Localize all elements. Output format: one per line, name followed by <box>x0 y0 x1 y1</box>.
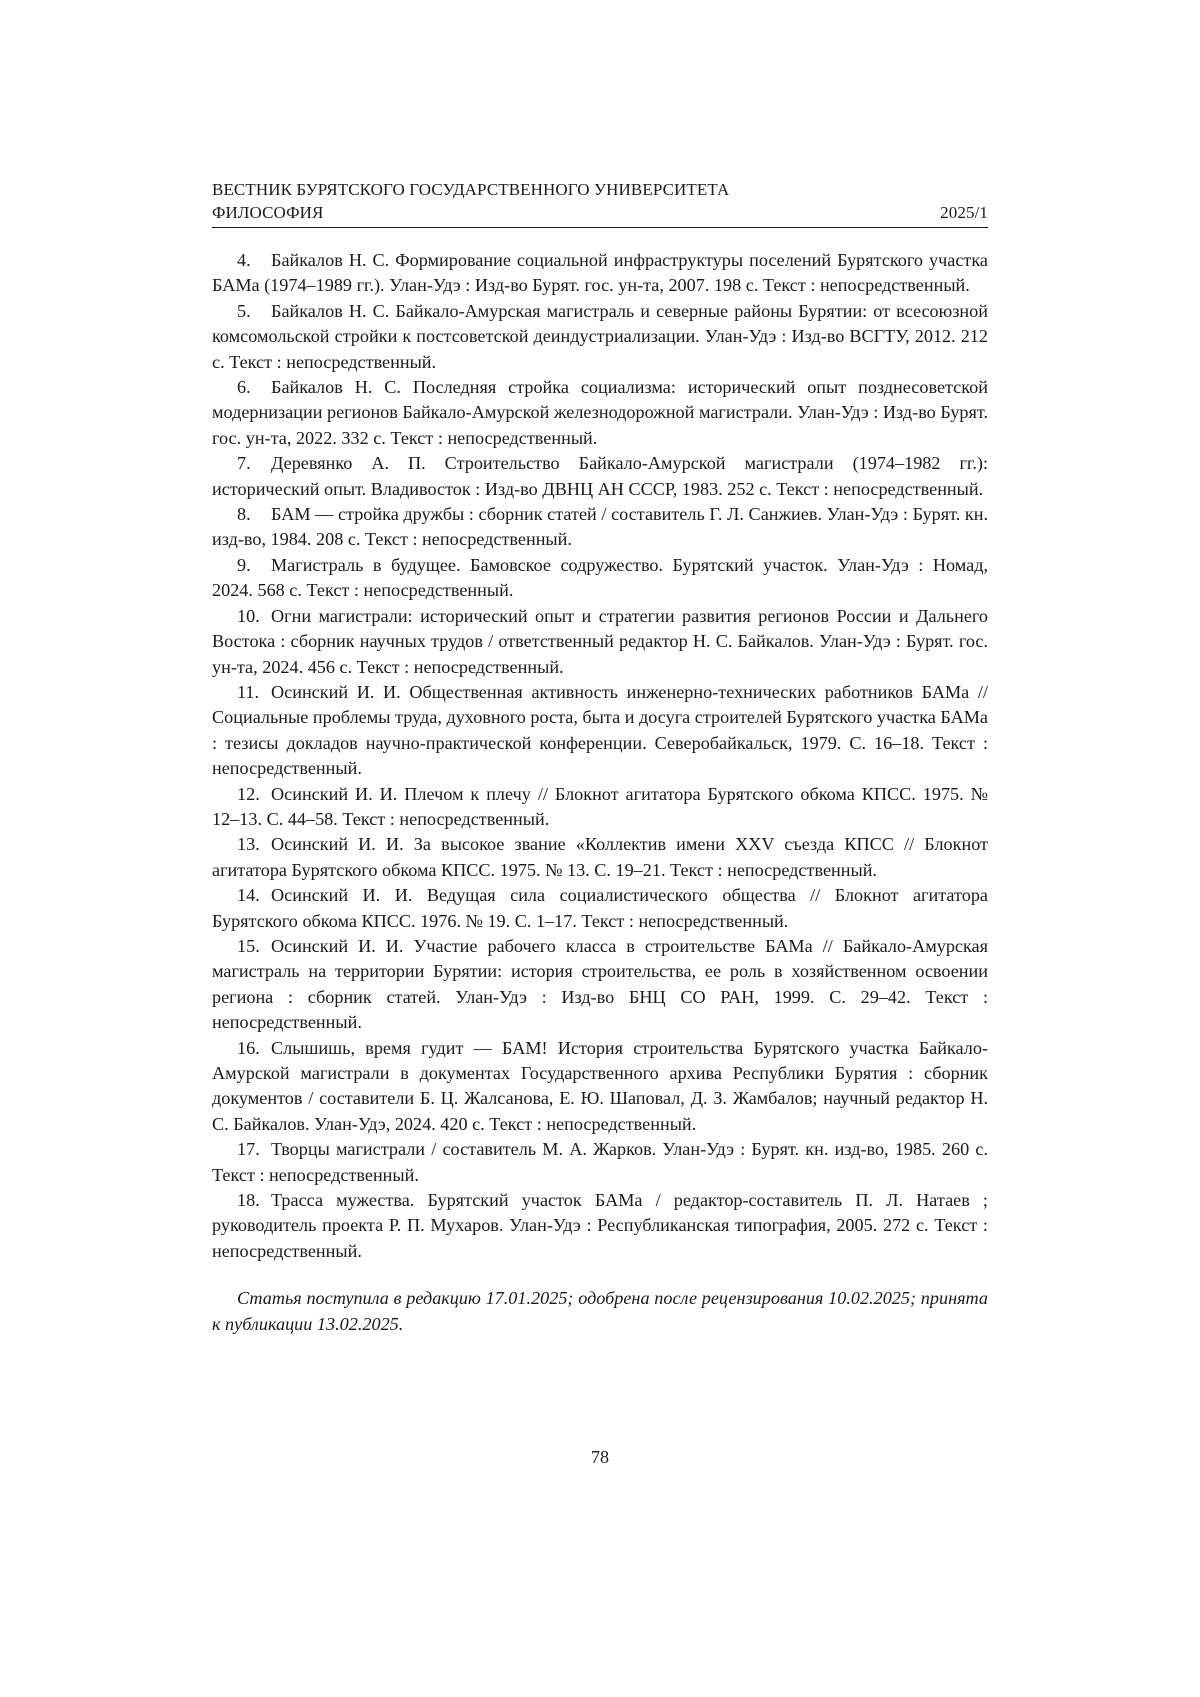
issue-number: 2025/1 <box>940 201 988 224</box>
reference-item <box>212 451 988 502</box>
page-body <box>212 178 988 1355</box>
reference-number: 10. <box>237 604 271 629</box>
reference-list <box>212 248 988 1264</box>
page-number: 78 <box>0 1447 1200 1468</box>
reference-item <box>212 375 988 451</box>
reference-item <box>212 299 988 375</box>
reference-number: 14. <box>237 883 271 908</box>
reference-text: Осинский И. И. Участие рабочего класса в строительстве БАМа // Байкало-Амурская магистраль на территории Бурятии: история строительства, ее роль в хозяйственном освоении региона : сборник статей. Улан-Удэ : Изд-во БНЦ СО РАН, 1999. С. 29–42. Текст : непосредственный. <box>212 936 988 1032</box>
reference-item <box>212 502 988 553</box>
reference-number: 7. <box>237 451 271 476</box>
reference-text: Байкалов Н. С. Байкало-Амурская магистраль и северные районы Бурятии: от всесоюзной комсомольской стройки к постсоветской деиндустриализации. Улан-Удэ : Изд-во ВСГТУ, 2012. 212 с. Текст : непосредственный. <box>212 301 988 372</box>
reference-text: Трасса мужества. Бурятский участок БАМа / редактор-составитель П. Л. Натаев ; руководитель проекта Р. П. Мухаров. Улан-Удэ : Республиканская типография, 2005. 272 с. Текст : непосредственный. <box>212 1190 988 1261</box>
reference-number: 6. <box>237 375 271 400</box>
reference-item <box>212 1036 988 1138</box>
journal-title: ВЕСТНИК БУРЯТСКОГО ГОСУДАРСТВЕННОГО УНИВЕРСИТЕТА <box>212 178 988 201</box>
reference-text: Творцы магистрали / составитель М. А. Жарков. Улан-Удэ : Бурят. кн. изд-во, 1985. 260 с. Текст : непосредственный. <box>212 1139 988 1184</box>
submission-note: Статья поступила в редакцию 17.01.2025; одобрена после рецензирования 10.02.2025; принята к публикации 13.02.2025. <box>212 1286 988 1337</box>
reference-number: 5. <box>237 299 271 324</box>
reference-item <box>212 680 988 782</box>
reference-text: Магистраль в будущее. Бамовское содружество. Бурятский участок. Улан-Удэ : Номад, 2024. 568 с. Текст : непосредственный. <box>212 555 988 600</box>
reference-item <box>212 248 988 299</box>
reference-number: 8. <box>237 502 271 527</box>
section-title: ФИЛОСОФИЯ <box>212 201 324 224</box>
reference-text: Деревянко А. П. Строительство Байкало-Амурской магистрали (1974–1982 гг.): исторический опыт. Владивосток : Изд-во ДВНЦ АН СССР, 1983. 252 с. Текст : непосредственный. <box>212 453 988 498</box>
reference-text: БАМ — стройка дружбы : сборник статей / составитель Г. Л. Санжиев. Улан-Удэ : Бурят. кн. изд-во, 1984. 208 с. Текст : непосредственный. <box>212 504 988 549</box>
reference-number: 12. <box>237 782 271 807</box>
reference-text: Осинский И. И. Плечом к плечу // Блокнот агитатора Бурятского обкома КПСС. 1975. № 12–13. С. 44–58. Текст : непосредственный. <box>212 784 988 829</box>
reference-number: 4. <box>237 248 271 273</box>
reference-text: Байкалов Н. С. Формирование социальной инфраструктуры поселений Бурятского участка БАМа (1974–1989 гг.). Улан-Удэ : Изд-во Бурят. гос. ун-та, 2007. 198 с. Текст : непосредственный. <box>212 250 988 295</box>
reference-text: Слышишь, время гудит — БАМ! История строительства Бурятского участка Байкало-Амурской магистрали в документах Государственного архива Республики Бурятия : сборник документов / составители Б. Ц. Жалсанова, Е. Ю. Шаповал, Д. З. Жамбалов; научный редактор Н. С. Байкалов. Улан-Удэ, 2024. 420 с. Текст : непосредственный. <box>212 1038 988 1134</box>
running-header <box>212 178 988 228</box>
reference-text: Огни магистрали: исторический опыт и стратегии развития регионов России и Дальнего Востока : сборник научных трудов / ответственный редактор Н. С. Байкалов. Улан-Удэ : Бурят. гос. ун-та, 2024. 456 с. Текст : непосредственный. <box>212 606 988 677</box>
reference-item <box>212 604 988 680</box>
reference-item <box>212 934 988 1036</box>
reference-number: 17. <box>237 1137 271 1162</box>
reference-item <box>212 1188 988 1264</box>
reference-text: Байкалов Н. С. Последняя стройка социализма: исторический опыт позднесоветской модернизации регионов Байкало-Амурской железнодорожной магистрали. Улан-Удэ : Изд-во Бурят. гос. ун-та, 2022. 332 с. Текст : непосредственный. <box>212 377 988 448</box>
reference-text: Осинский И. И. За высокое звание «Коллектив имени XXV съезда КПСС // Блокнот агитатора Бурятского обкома КПСС. 1975. № 13. С. 19–21. Текст : непосредственный. <box>212 834 988 879</box>
reference-number: 13. <box>237 832 271 857</box>
reference-number: 15. <box>237 934 271 959</box>
reference-item <box>212 883 988 934</box>
reference-number: 18. <box>237 1188 271 1213</box>
reference-number: 11. <box>237 680 271 705</box>
reference-text: Осинский И. И. Общественная активность инженерно-технических работников БАМа // Социальные проблемы труда, духовного роста, быта и досуга строителей Бурятского участка БАМа : тезисы докладов научно-практической конференции. Северобайкальск, 1979. С. 16–18. Текст : непосредственный. <box>212 682 988 778</box>
reference-text: Осинский И. И. Ведущая сила социалистического общества // Блокнот агитатора Бурятского обкома КПСС. 1976. № 19. С. 1–17. Текст : непосредственный. <box>212 885 988 930</box>
reference-item <box>212 832 988 883</box>
reference-number: 9. <box>237 553 271 578</box>
reference-item <box>212 782 988 833</box>
reference-item <box>212 1137 988 1188</box>
reference-number: 16. <box>237 1036 271 1061</box>
header-row <box>212 201 988 224</box>
reference-item <box>212 553 988 604</box>
